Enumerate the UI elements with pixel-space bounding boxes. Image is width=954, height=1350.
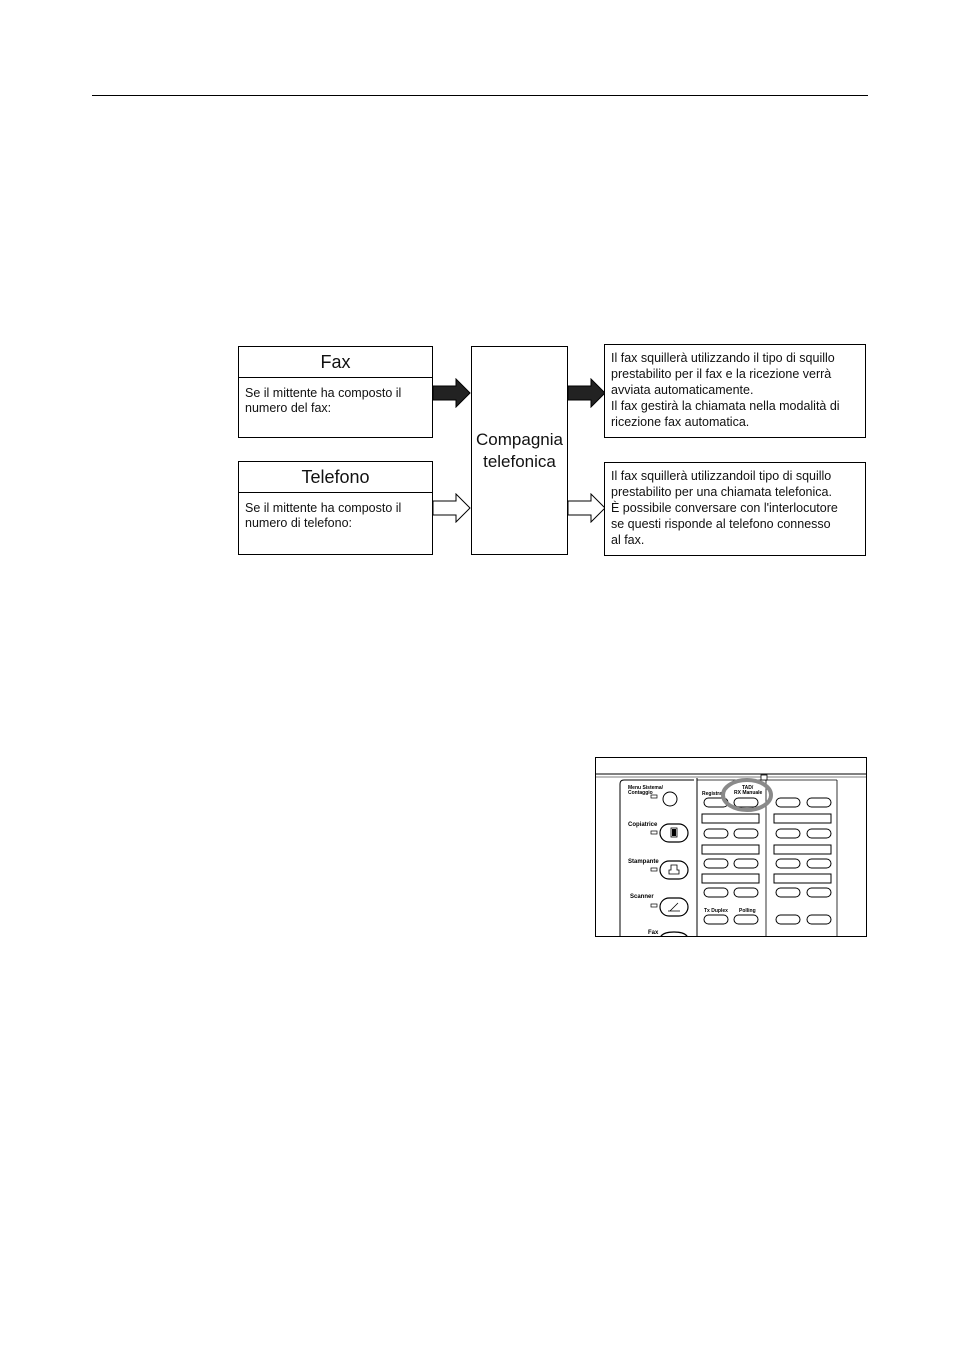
fax-result-line: prestabilito per il fax e la ricezione verrà [611, 367, 832, 381]
phone-box-title: Telefono [239, 462, 432, 493]
phone-result-line: È possibile conversare con l'interlocutore [611, 501, 838, 515]
panel-scanner-label: Scanner [630, 894, 654, 900]
phone-result-arrow-outline [567, 493, 607, 523]
panel-printer-label: Stampante [628, 859, 659, 865]
phone-company-label-line2: telefonica [483, 451, 556, 471]
phone-box-body: Se il mittente ha composto il numero di telefono: [245, 501, 402, 530]
fax-result-line: ricezione fax automatica. [611, 415, 750, 429]
panel-manual-rx-label: RX Manuale [734, 790, 763, 796]
control-panel-illustration [595, 757, 867, 937]
panel-tx-duplex-label: Tx Duplex [704, 908, 728, 914]
panel-system-menu-label: Menu Sistema/ [628, 785, 664, 791]
phone-box [238, 461, 433, 555]
phone-result-line: al fax. [611, 533, 645, 547]
system-menu-key [663, 792, 677, 806]
printer-key [660, 861, 688, 879]
fax-result-line: Il fax gestirà la chiamata nella modalità di [611, 399, 840, 413]
phone-result-line: Il fax squillerà utilizzandoil tipo di squillo [611, 469, 832, 483]
phone-arrow-outline [432, 493, 472, 523]
fax-result-line: Il fax squillerà utilizzando il tipo di squillo [611, 351, 835, 365]
panel-fax-label: Fax [648, 930, 659, 936]
one-touch-keys-group [702, 798, 831, 924]
fax-box-title: Fax [239, 347, 432, 378]
panel-register-label: Registra [702, 791, 723, 797]
panel-counter-label: Contaggio [628, 790, 653, 796]
phone-result-box [604, 462, 866, 556]
header-rule [92, 95, 868, 96]
phone-company-label-line1: Compagnia [476, 429, 563, 449]
panel-polling-label: Polling [739, 908, 756, 914]
panel-copier-label: Copiatrice [628, 822, 658, 828]
phone-company-box [471, 346, 568, 555]
fax-arrow-filled [432, 378, 472, 408]
fax-result-box [604, 344, 866, 438]
phone-result-line: se questi risponde al telefono connesso [611, 517, 831, 531]
panel-tad-label: TAD/ [742, 785, 754, 791]
fax-result-arrow-filled [567, 378, 607, 408]
phone-result-line: prestabilito per una chiamata telefonica. [611, 485, 832, 499]
fax-box-body: Se il mittente ha composto il numero del fax: [245, 386, 402, 415]
fax-result-line: avviata automaticamente. [611, 383, 754, 397]
control-panel-drawing [596, 758, 867, 937]
fax-box [238, 346, 433, 438]
